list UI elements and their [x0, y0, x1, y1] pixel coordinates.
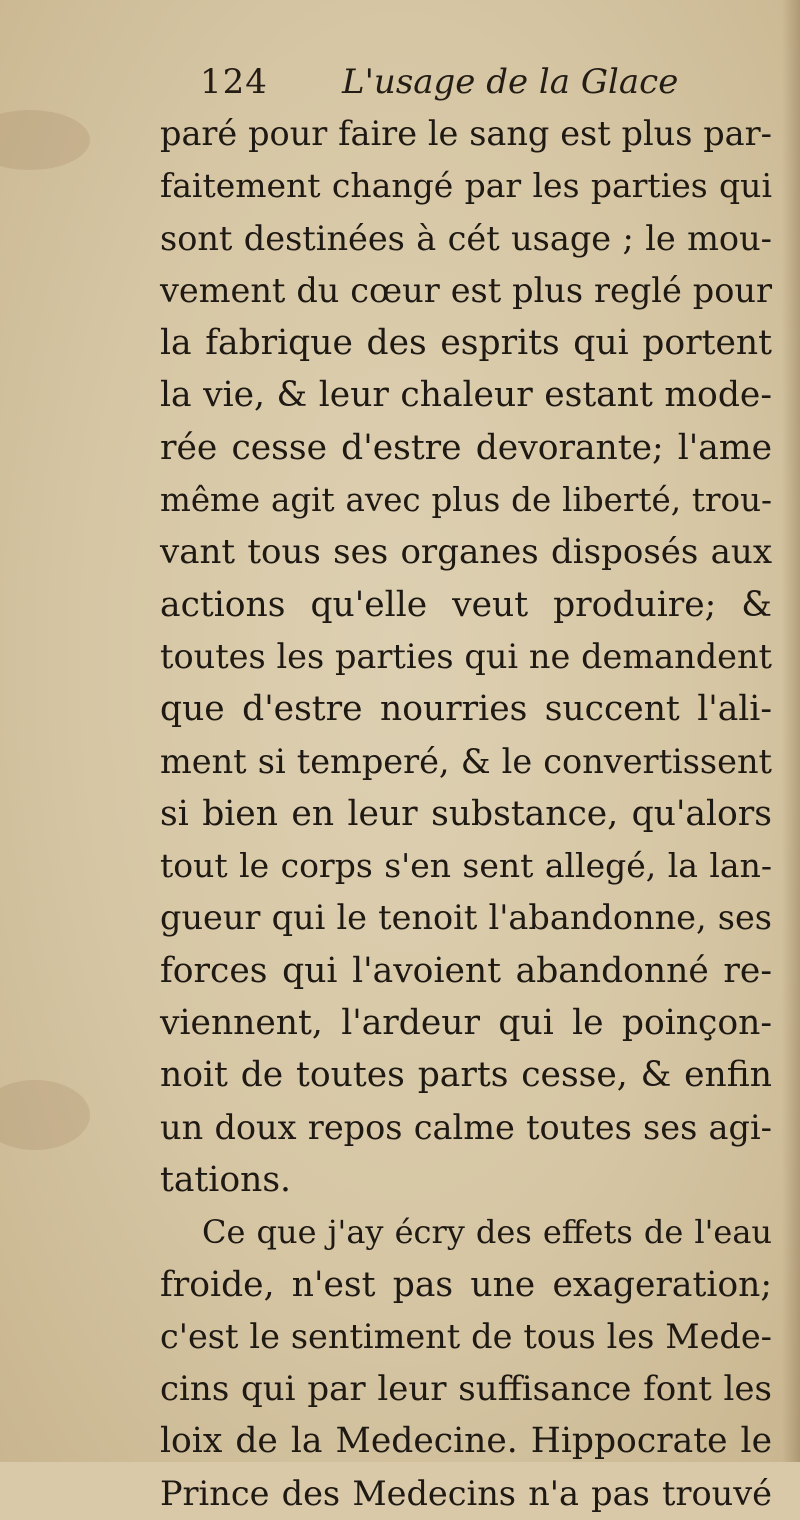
text-line: que d'estre nourries succent l'ali- [160, 689, 772, 730]
text-line: actions qu'elle veut produire; & [160, 584, 772, 625]
text-line: vement du cœur est plus reglé pour [160, 270, 772, 310]
text-line: rée cesse d'estre devorante; l'ame [160, 427, 772, 468]
text-line: tout le corps s'en sent allegé, la lan- [160, 846, 772, 886]
text-line: forces qui l'avoient abandonné re- [160, 950, 772, 991]
paragraph-1 [160, 108, 772, 1206]
body-text [160, 108, 772, 1520]
text-line: même agit avec plus de liberté, trou- [160, 481, 772, 520]
text-line: si bien en leur substance, qu'alors [160, 793, 772, 834]
text-line: tations. [160, 1159, 291, 1200]
page-number: 124 [200, 62, 268, 102]
text-line: c'est le sentiment de tous les Mede- [160, 1316, 772, 1356]
text-line: cins qui par leur suffisance font les [160, 1369, 772, 1410]
page-header [200, 62, 760, 112]
text-line: ment si temperé, & le convertissent [160, 741, 772, 781]
paragraph-2 [160, 1206, 772, 1520]
text-line: Prince des Medecins n'a pas trouvé [160, 1473, 772, 1513]
stain [0, 110, 90, 170]
text-line: sont destinées à cét usage ; le mou- [160, 218, 772, 258]
text-line: la vie, & leur chaleur estant mode- [160, 375, 772, 416]
text-line: noit de toutes parts cesse, & enfin [160, 1055, 772, 1096]
running-title: L'usage de la Glace [342, 62, 679, 102]
text-line: paré pour faire le sang est plus par- [160, 114, 772, 153]
text-line: Ce que j'ay écry des effets de l'eau [202, 1213, 772, 1252]
text-line: toutes les parties qui ne demandent [160, 636, 772, 676]
page-edge-shadow [782, 0, 800, 1462]
stain [0, 1080, 90, 1150]
text-line: un doux repos calme toutes ses agi- [160, 1107, 772, 1147]
text-line: la fabrique des esprits qui portent [160, 323, 772, 364]
text-line: vant tous ses organes disposés aux [160, 532, 772, 573]
text-line: loix de la Medecine. Hippocrate le [160, 1421, 772, 1462]
text-line: froide, n'est pas une exageration; [160, 1264, 772, 1305]
text-line: viennent, l'ardeur qui le poinçon- [160, 1003, 772, 1044]
text-line: faitement changé par les parties qui [160, 166, 772, 206]
text-line: gueur qui le tenoit l'abandonne, ses [160, 898, 772, 938]
